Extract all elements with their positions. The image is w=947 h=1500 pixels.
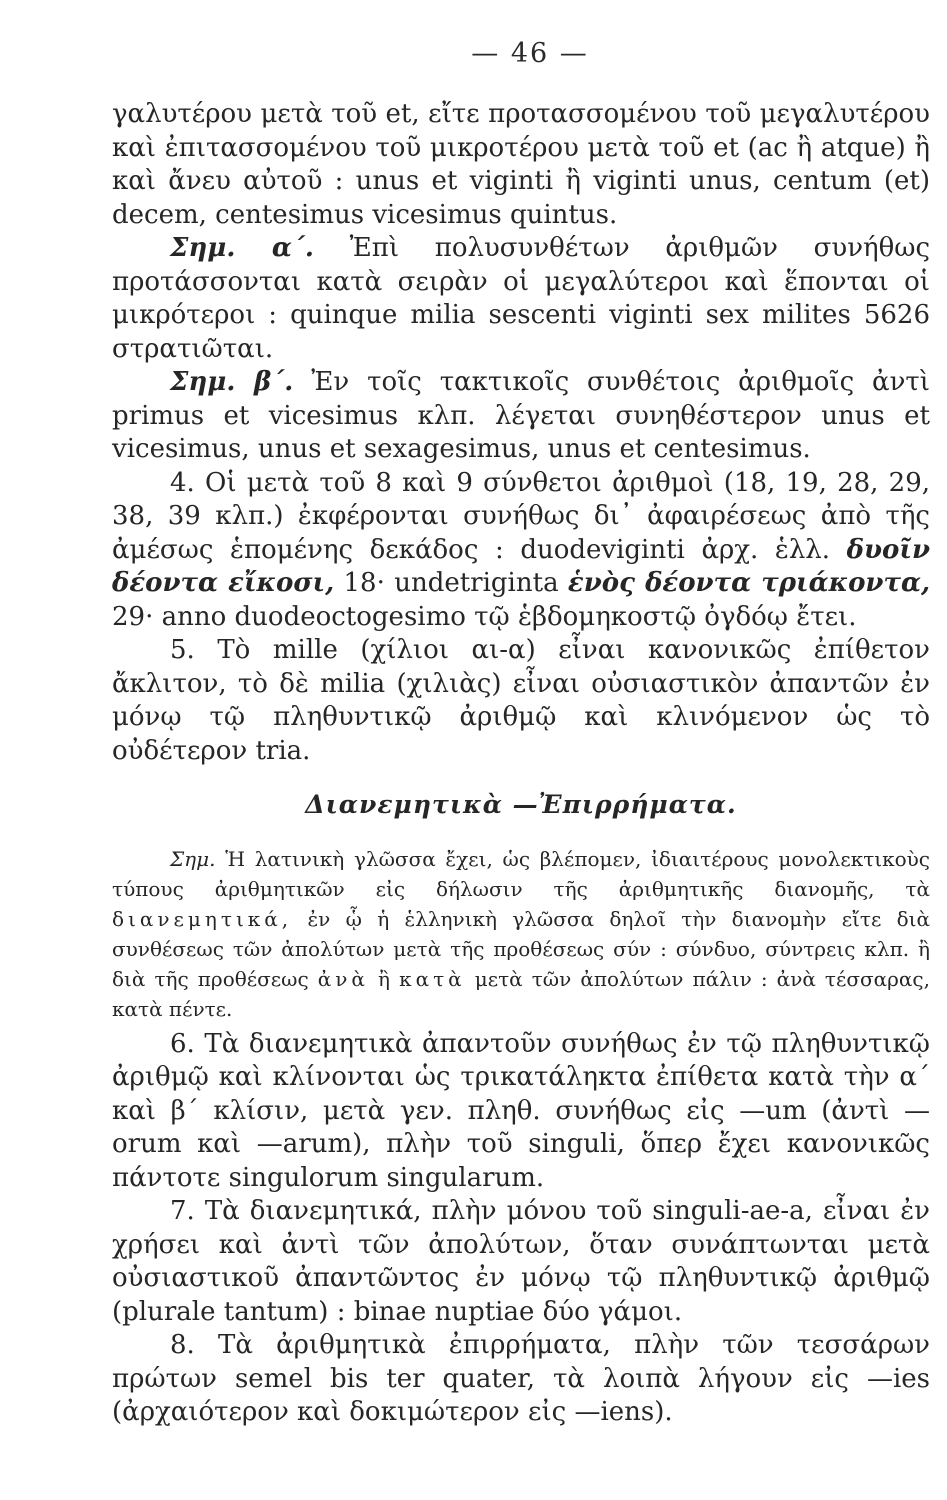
paragraph-4-text-e: 29· anno duodeoctogesimo τῷ ἑβδομηκοστῷ ὀγδόῳ ἔτει. [112,601,857,632]
paragraph-6: 6. Τὰ διανεμητικὰ ἀπαντοῦν συνήθως ἐν τῷ πληθυντικῷ ἀριθμῷ καὶ κλίνονται ὡς τρικατάληκτα ἐπίθετα κατὰ τὴν α΄ καὶ β΄ κλίσιν, μετὰ γεν. πληθ. συνήθως εἰς —um (ἀντὶ —orum καὶ —arum), πλὴν τοῦ singuli, ὅπερ ἔχει κανονικῶς πάντοτε singulorum singularum. [112,1028,930,1193]
remark-beta-text: Ἐν τοῖς τακτικοῖς συνθέτοις ἀριθμοῖς ἀντὶ primus et vicesimus κλπ. λέγεται συνηθέστερον unus et vicesimus, unus et sexagesimus, unus et centesimus. [112,367,930,464]
small-note-text-a: Ἡ λατινικὴ γλῶσσα ἔχει, ὡς βλέπομεν, ἰδιαιτέρους μονολεκτικοὺς τύπους ἀριθμητικῶν εἰς δήλωσιν τῆς ἀριθμητικῆς διανομῆς, τὰ [112,846,931,901]
paragraph-5: 5. Τὸ mille (χίλιοι αι-α) εἶναι κανονικῶς ἐπίθετον ἄκλιτον, τὸ δὲ milia (χιλιὰς) εἶναι οὐσιαστικὸν ἀπαντῶν ἐν μόνῳ τῷ πληθυντικῷ ἀριθμῷ καὶ κλινόμενον ὡς τὸ οὐδέτερον tria. [112,635,930,766]
paragraph-4-text-a: 4. Οἱ μετὰ τοῦ 8 καὶ 9 σύνθετοι ἀριθμοὶ (18, 19, 28, 29, 38, 39 κλπ.) ἐκφέρονται συνήθως δι᾽ ἀφαιρέσεως ἀπὸ τῆς ἀμέσως ἑπομένης δεκάδος : duodeviginti ἀρχ. ἑλλ. [112,467,930,565]
small-note [112,844,930,1024]
remark-alpha [112,232,930,366]
remark-beta-label: Σημ. β΄. [170,367,294,397]
paragraph-7: 7. Τὰ διανεμητικά, πλὴν μόνου τοῦ singuli-ae-a, εἶναι ἐν χρήσει καὶ ἀντὶ τῶν ἀπολύτων, ὅταν συνάπτωνται μετὰ οὐσιαστικοῦ ἀπαντῶντος ἐν μόνῳ τῷ πληθυντικῷ ἀριθμῷ (plurale tantum) : binae nuptiae δύο γάμοι. [112,1196,930,1327]
remark-beta [112,366,930,467]
page-number: — 46 — [471,38,589,69]
paragraph-continuation: γαλυτέρου μετὰ τοῦ et, εἴτε προτασσομένου τοῦ μεγαλυτέρου καὶ ἐπιτασσομένου τοῦ μικροτέρου μετὰ τοῦ et (ac ἢ atque) ἢ καὶ ἄνευ αὐτοῦ : unus et viginti ἢ viginti unus, centum (et) decem, centesimus vicesimus quintus. [112,99,930,230]
paragraph-4 [112,467,930,635]
remark-alpha-label: Σημ. α΄. [170,233,314,263]
paragraph-8: 8. Τὰ ἀριθμητικὰ ἐπιρρήματα, πλὴν τῶν τεσσάρων πρώτων semel bis ter quater, τὰ λοιπὰ λήγουν εἰς —ies (ἀρχαιότερον καὶ δοκιμώτερον εἰς —iens). [112,1330,930,1427]
page-body [112,98,930,1430]
remark-alpha-text: Ἐπὶ πολυσυνθέτων ἀριθμῶν συνήθως προτάσσονται κατὰ σειρὰν οἱ μεγαλύτεροι καὶ ἕπονται οἱ μικρότεροι : quinque milia sescenti viginti sex milites 5626 στρατιῶται. [112,233,931,364]
greek-example-2: ἑνὸς δέοντα τριάκοντα, [567,568,931,598]
small-note-spaced-1: διανεμητικά, [112,906,293,931]
small-note-text-e: ἢ [378,966,390,991]
small-note-text-g: μετὰ τῶν ἀπολύτων πάλιν : ἀνὰ τέσσαρας, κατὰ πέντε. [112,966,930,1021]
small-note-spaced-2: ἀνὰ [317,966,369,991]
paragraph-4-text-c: 18· undetriginta [343,568,559,598]
small-note-spaced-3: κατὰ [399,966,466,991]
small-note-text-c: ἐν ᾧ ἡ ἑλληνικὴ γλῶσσα δηλοῖ τὴν διανομὴν εἴτε διὰ συνθέσεως τῶν ἀπολύτων μετὰ τῆς προθέσεως σύν : σύνδυο, σύντρεις κλπ. ἢ διὰ τῆς προθέσεως [112,906,930,991]
small-note-label: Σημ. [170,846,216,871]
section-heading: Διανεμητικὰ —Ἐπιρρήματα. [305,790,737,819]
greek-example-1: δυοῖν δέοντα εἴκοσι, [112,534,931,598]
